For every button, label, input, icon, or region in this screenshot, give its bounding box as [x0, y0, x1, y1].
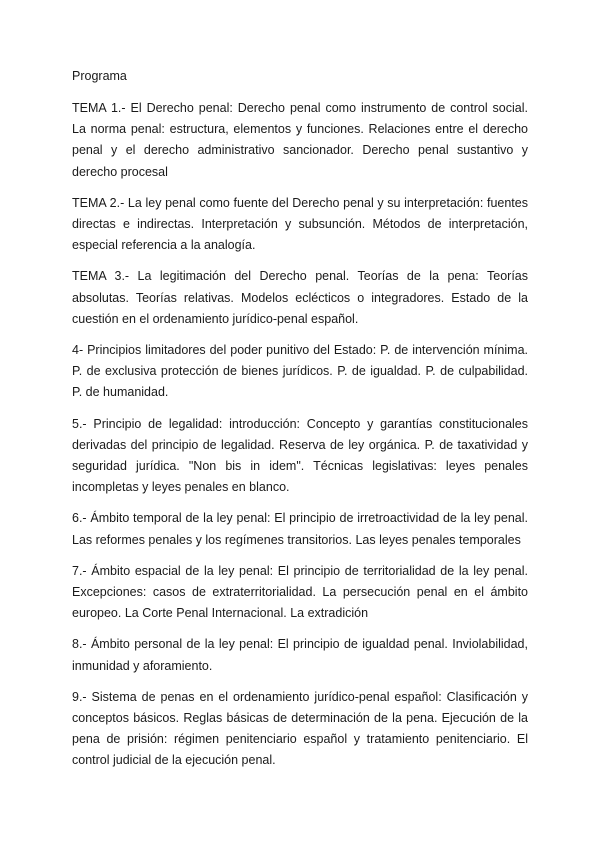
tema-3-paragraph: TEMA 3.- La legitimación del Derecho penal. Teorías de la pena: Teorías absolutas. Teorías relativas. Modelos eclécticos o integradores. Estado de la cuestión en el ordenamiento jurídico-penal español. — [72, 269, 528, 326]
document-heading: Programa — [72, 69, 127, 83]
tema-6-paragraph: 6.- Ámbito temporal de la ley penal: El principio de irretroactividad de la ley penal. Las reformes penales y los regímenes transitorios. Las leyes penales temporales — [72, 511, 528, 547]
tema-5-paragraph: 5.- Principio de legalidad: introducción: Concepto y garantías constitucionales derivadas del principio de legalidad. Reserva de ley orgánica. P. de taxatividad y seguridad jurídica. "Non bis in idem". Técnicas legislativas: leyes penales incompletas y leyes penales en blanco. — [72, 416, 528, 495]
tema-8-paragraph: 8.- Ámbito personal de la ley penal: El principio de igualdad penal. Inviolabilidad, inmunidad y aforamiento. — [72, 637, 528, 673]
tema-9-paragraph: 9.- Sistema de penas en el ordenamiento jurídico-penal español: Clasificación y conceptos básicos. Reglas básicas de determinación de la pena. Ejecución de la pena de prisión: régimen penitenciario español y tratamiento penitenciario. El control judicial de la ejecución penal. — [72, 689, 528, 768]
tema-4-paragraph: 4- Principios limitadores del poder punitivo del Estado: P. de intervención mínima. P. de exclusiva protección de bienes jurídicos. P. de igualdad. P. de culpabilidad. P. de humanidad. — [72, 343, 528, 400]
document-page — [72, 66, 528, 782]
tema-2-paragraph: TEMA 2.- La ley penal como fuente del Derecho penal y su interpretación: fuentes directas e indirectas. Interpretación y subsunción. Métodos de interpretación, especial referencia a la analogía. — [72, 195, 528, 253]
tema-7-paragraph: 7.- Ámbito espacial de la ley penal: El principio de territorialidad de la ley penal. Excepciones: casos de extraterritorialidad. La persecución penal en el ámbito europeo. La Corte Penal Internacional. La extradición — [72, 563, 528, 621]
tema-1-paragraph: TEMA 1.- El Derecho penal: Derecho penal como instrumento de control social. La norma penal: estructura, elementos y funciones. Relaciones entre el derecho penal y el derecho administrativo sancionador. Derecho penal sustantivo y derecho procesal — [72, 101, 528, 179]
